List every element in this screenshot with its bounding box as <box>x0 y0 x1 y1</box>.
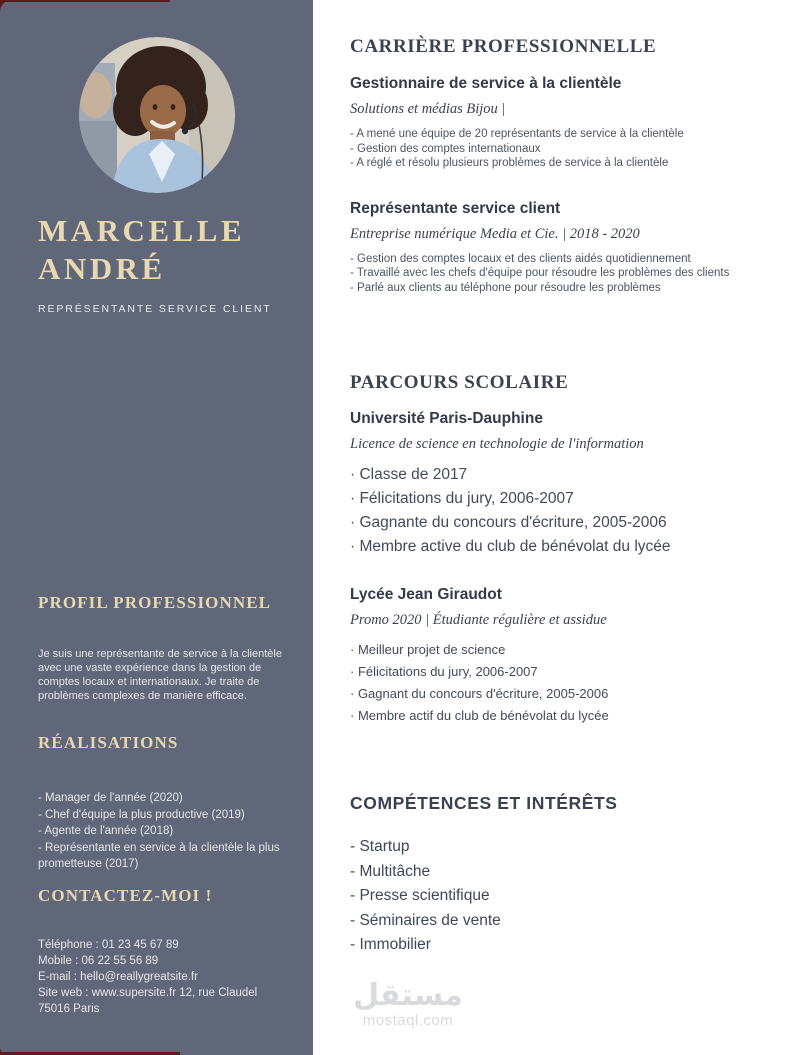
candidate-role: REPRÉSENTANTE SERVICE CLIENT <box>38 303 272 315</box>
job-bullet: - Parlé aux clients au téléphone pour résoudre les problèmes <box>350 281 661 294</box>
school-bullet: · Classe de 2017 <box>350 466 468 483</box>
contact-phone: Téléphone : 01 23 45 67 89 <box>38 939 179 951</box>
skill-item: - Immobilier <box>350 936 431 953</box>
school-bullet: · Meilleur projet de science <box>350 642 506 657</box>
sidebar <box>0 0 313 1055</box>
job-bullet: - Gestion des comptes locaux et des clients aidés quotidiennement <box>350 252 691 265</box>
contact-city: 75016 Paris <box>38 1003 100 1015</box>
school-title: Université Paris-Dauphine <box>350 410 543 427</box>
candidate-name <box>38 212 245 288</box>
achievement-item: - Chef d'équipe la plus productive (2019) <box>38 808 245 821</box>
job-bullet: - Gestion des comptes internationaux <box>350 142 541 155</box>
education-heading: PARCOURS SCOLAIRE <box>350 372 569 393</box>
contact-mobile: Mobile : 06 22 55 56 89 <box>38 955 159 967</box>
achievements-section <box>38 733 283 873</box>
skills-heading: COMPÉTENCES ET INTÉRÊTS <box>350 793 618 813</box>
school-title: Lycée Jean Giraudot <box>350 586 502 603</box>
job-title: Représentante service client <box>350 199 561 217</box>
profile-heading: PROFIL PROFESSIONNEL <box>38 593 272 612</box>
mostaql-logo-arabic: مستقل <box>353 979 463 1012</box>
profile-text: Je suis une représentante de service à la clientèle avec une vaste expérience dans la gestion de comptes locaux et internationaux. Je traite de problèmes complexes de manière efficace. <box>38 648 282 702</box>
contact-section <box>38 886 283 1017</box>
job-bullet-list <box>350 252 795 296</box>
job-bullet: - A réglé et résolu plusieurs problèmes de service à la clientèle <box>350 157 669 169</box>
name-line-1: MARCELLE <box>38 213 246 248</box>
school-meta: Licence de science en technologie de l'information <box>350 436 644 452</box>
portrait-illustration <box>79 37 235 193</box>
job-meta: Solutions et médias Bijou | <box>350 101 506 117</box>
school-bullet: · Félicitations du jury, 2006-2007 <box>350 664 538 679</box>
job-meta: Entreprise numérique Media et Cie. | 2018 - 2020 <box>350 225 640 242</box>
achievement-item: - Manager de l'année (2020) <box>38 792 183 804</box>
contact-list <box>38 937 283 1017</box>
school-bullet-list <box>350 639 795 727</box>
school-bullet: · Membre actif du club de bénévolat du lycée <box>350 708 609 723</box>
skills-section <box>350 793 795 958</box>
job-bullet: - A mené une équipe de 20 représentants de service à la clientèle <box>350 128 684 140</box>
skill-item: - Séminaires de vente <box>350 911 501 929</box>
school-bullet: · Gagnante du concours d'écriture, 2005-2006 <box>350 514 667 531</box>
achievements-list <box>38 790 283 873</box>
job-bullet: - Travaillé avec les chefs d'équipe pour résoudre les problèmes des clients <box>350 267 730 279</box>
job-title: Gestionnaire de service à la clientèle <box>350 75 622 92</box>
education-section <box>350 372 795 727</box>
skill-item: - Startup <box>350 838 410 855</box>
contact-heading: CONTACTEZ-MOI ! <box>38 886 213 905</box>
school-entry <box>350 410 795 559</box>
job-entry <box>350 200 795 296</box>
mostaql-logo-latin: mostaql.com <box>362 1012 454 1029</box>
achievement-item: - Agente de l'année (2018) <box>38 825 174 837</box>
school-meta: Promo 2020 | Étudiante régulière et assidue <box>350 612 607 628</box>
school-bullet-list <box>350 463 795 559</box>
profile-section <box>38 593 283 703</box>
school-bullet: · Félicitations du jury, 2006-2007 <box>350 490 574 507</box>
skills-list <box>350 835 795 958</box>
career-heading: CARRIÈRE PROFESSIONNELLE <box>350 36 657 57</box>
achievement-item: - Représentante en service à la clientèle la plus prometteuse (2017) <box>38 841 280 870</box>
profile-photo <box>79 37 235 193</box>
achievements-heading: RÉALISATIONS <box>38 733 179 752</box>
job-entry <box>350 75 795 171</box>
school-bullet: · Membre active du club de bénévolat du lycée <box>350 538 671 555</box>
name-line-2: ANDRÉ <box>38 251 166 286</box>
job-bullet-list <box>350 127 795 171</box>
school-bullet: · Gagnant du concours d'écriture, 2005-2006 <box>350 686 609 701</box>
school-entry <box>350 586 795 727</box>
skill-item: - Presse scientifique <box>350 887 490 904</box>
mostaql-watermark <box>348 980 468 1030</box>
contact-email: E-mail : hello@reallygreatsite.fr <box>38 971 198 983</box>
page-edge-strip-top <box>0 0 170 2</box>
contact-website: Site web : www.supersite.fr 12, rue Claudel <box>38 987 258 999</box>
career-section <box>350 36 795 295</box>
skill-item: - Multitâche <box>350 862 431 880</box>
